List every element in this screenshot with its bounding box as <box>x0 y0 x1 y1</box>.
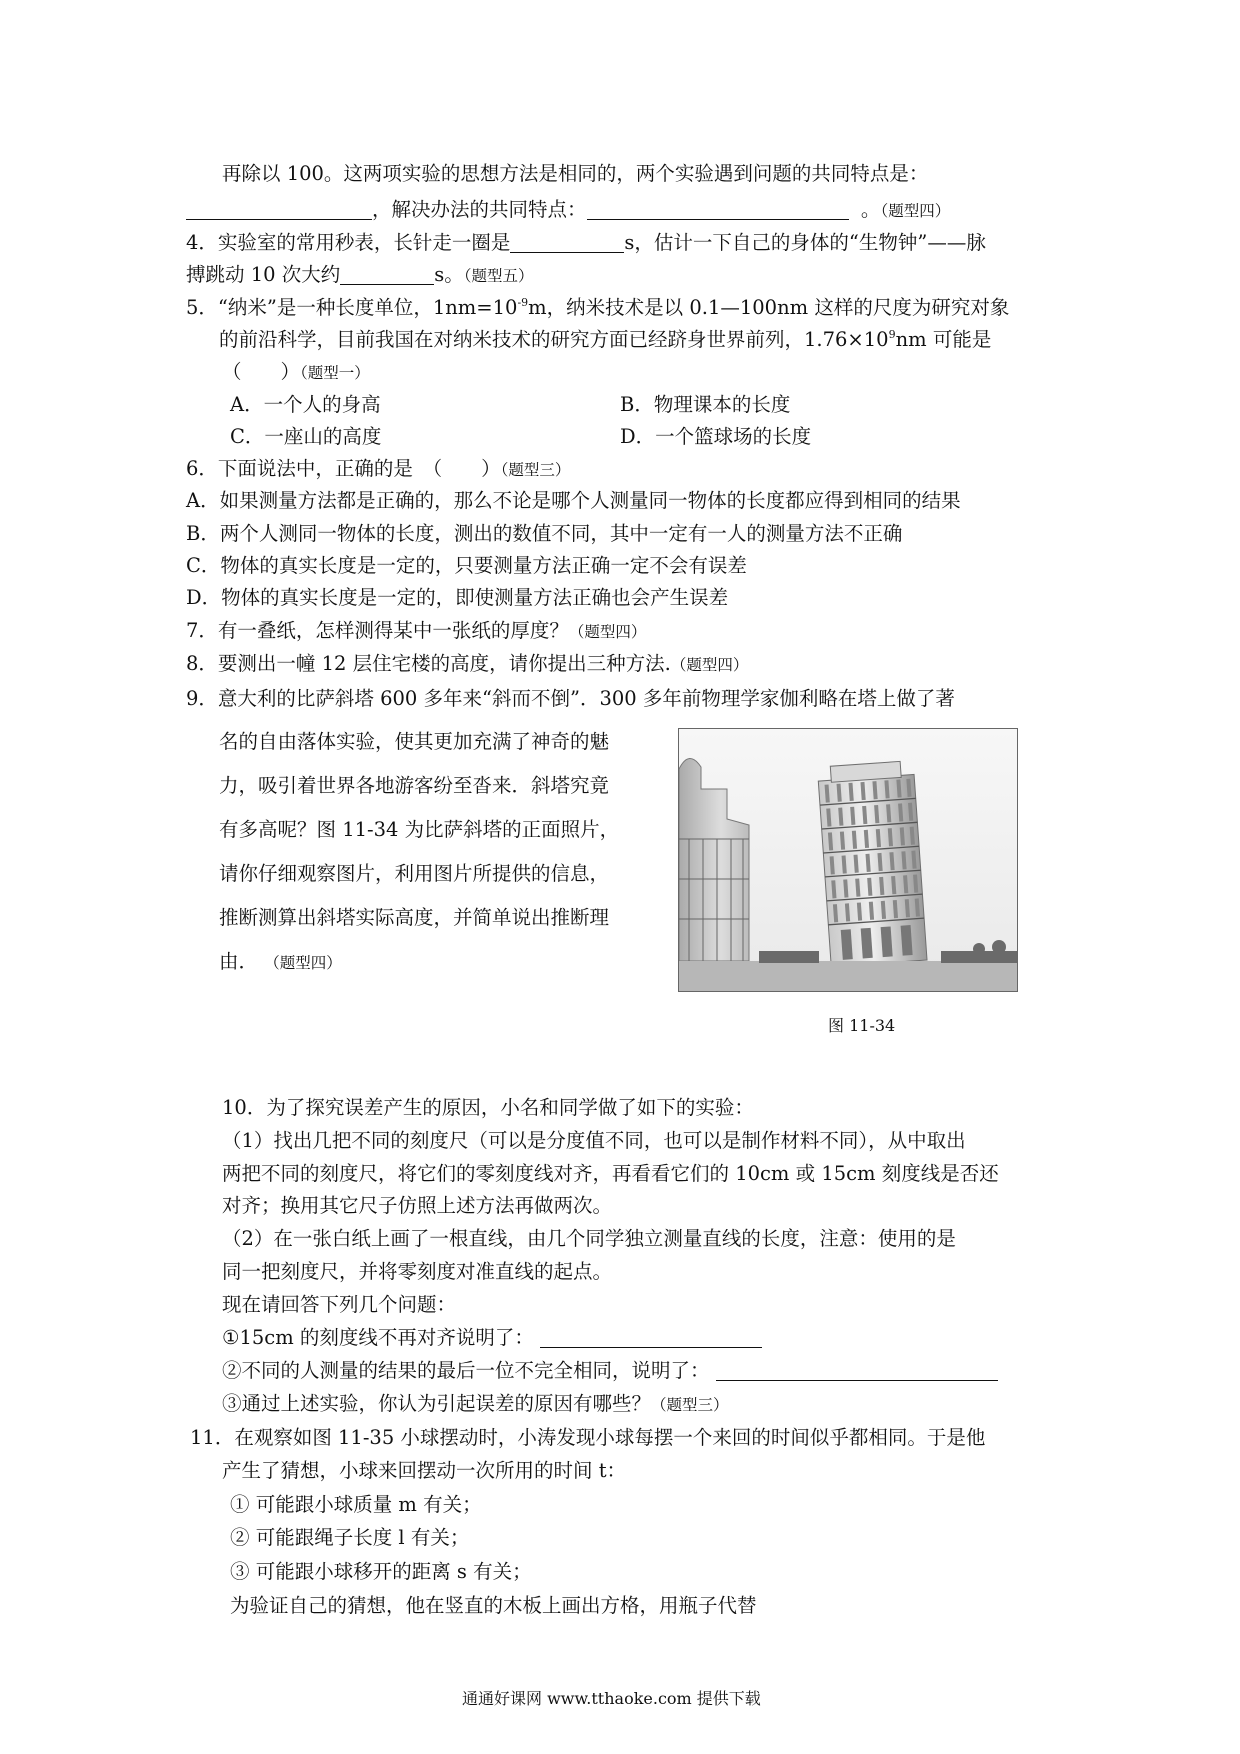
question-11-line: 为验证自己的猜想，他在竖直的木板上画出方格，用瓶子代替 <box>230 1594 757 1617</box>
question-6-line <box>186 453 570 486</box>
question-11-line: 产生了猜想，小球来回摆动一次所用的时间 t： <box>222 1459 627 1482</box>
option-b[interactable]: B．物理课本的长度 <box>620 393 791 416</box>
text-span: 4．实验室的常用秒表，长针走一圈是 <box>186 231 511 254</box>
text-span: ①15cm 的刻度线不再对齐说明了： <box>222 1326 534 1349</box>
question-type-tag: （题型三） <box>651 1396 729 1414</box>
question-10-line: （1）找出几把不同的刻度尺（可以是分度值不同，也可以是制作材料不同），从中取出 <box>222 1129 966 1152</box>
question-10-line: 两把不同的刻度尺，将它们的零刻度线对齐，再看看它们的 10cm 或 15cm 刻度线是否还 <box>222 1162 999 1185</box>
question-10-line: （2）在一张白纸上画了一根直线，由几个同学独立测量直线的长度，注意：使用的是 <box>222 1227 956 1250</box>
question-9-line <box>219 946 342 979</box>
question-11-line: ② 可能跟绳子长度 l 有关； <box>230 1526 470 1549</box>
question-type-tag: （题型四） <box>880 202 951 220</box>
question-4-line <box>186 259 534 292</box>
question-9-line: 力，吸引着世界各地游客纷至沓来．斜塔究竟 <box>219 774 610 797</box>
text-span: m，纳米技术是以 0.1—100nm 这样的尺度为研究对象 <box>528 296 1010 319</box>
question-11-line: 11．在观察如图 11-35 小球摆动时，小涛发现小球每摆一个来回的时间似乎都相同。于是他 <box>190 1426 986 1449</box>
option-a[interactable]: A．如果测量方法都是正确的，那么不论是哪个人测量同一物体的长度都应得到相同的结果 <box>186 489 961 512</box>
question-4-line <box>186 227 986 259</box>
question-10-line <box>222 1322 762 1354</box>
question-10-line: 对齐；换用其它尺子仿照上述方法再做两次。 <box>222 1194 613 1217</box>
question-10-line: 同一把刻度尺，并将零刻度对准直线的起点。 <box>222 1260 613 1283</box>
question-9-line: 名的自由落体实验，使其更加充满了神奇的魅 <box>219 730 610 753</box>
footer-text: 通通好课网 www.tthaoke.com 提供下载 <box>462 1689 761 1708</box>
text-span: 6．下面说法中，正确的是 （ ） <box>186 457 501 480</box>
question-10-line: 现在请回答下列几个问题： <box>222 1293 457 1316</box>
question-9-line: 9．意大利的比萨斜塔 600 多年来“斜而不倒”．300 多年前物理学家伽利略在塔上做了著 <box>186 687 955 710</box>
text-span: s，估计一下自己的身体的“生物钟”——脉 <box>624 231 986 254</box>
question-type-tag: （题型四） <box>568 623 647 641</box>
text-span: nm 可能是 <box>895 328 992 351</box>
text-span: ③通过上述实验，你认为引起误差的原因有哪些？ <box>222 1392 652 1415</box>
question-10-line <box>222 1388 729 1421</box>
text-span: 的前沿科学，目前我国在对纳米技术的研究方面已经跻身世界前列，1.76×10 <box>219 328 889 351</box>
question-type-tag: （题型四） <box>670 656 749 674</box>
question-type-tag: （题型四） <box>264 954 342 972</box>
option-b[interactable]: B．两个人测同一物体的长度，测出的数值不同，其中一定有一人的测量方法不正确 <box>186 522 903 545</box>
text-span: 8．要测出一幢 12 层住宅楼的高度，请你提出三种方法. <box>186 652 671 675</box>
text-span: 7．有一叠纸，怎样测得某中一张纸的厚度？ <box>186 619 569 642</box>
text-span: ，解决办法的共同特点： <box>372 198 587 221</box>
option-a[interactable]: A．一个人的身高 <box>230 393 381 416</box>
question-9-line: 有多高呢？图 11-34 为比萨斜塔的正面照片， <box>219 818 620 841</box>
question-5-line <box>186 292 1009 324</box>
leaning-tower-photo <box>678 728 1018 992</box>
answer-blank[interactable] <box>340 262 434 285</box>
question-11-line: ③ 可能跟小球移开的距离 s 有关； <box>230 1560 532 1583</box>
option-d[interactable]: D．一个篮球场的长度 <box>620 425 812 448</box>
option-c[interactable]: C．一座山的高度 <box>230 425 382 448</box>
option-c[interactable]: C．物体的真实长度是一定的，只要测量方法正确一定不会有误差 <box>186 554 747 577</box>
text-line: 再除以 100。这两项实验的思想方法是相同的，两个实验遇到问题的共同特点是： <box>222 162 929 185</box>
answer-blank[interactable] <box>716 1358 998 1381</box>
text-span: 搏跳动 10 次大约 <box>186 263 341 286</box>
question-9-line: 推断测算出斜塔实际高度，并简单说出推断理 <box>219 906 610 929</box>
text-span: 由． <box>219 950 259 973</box>
text-span: 5．“纳米”是一种长度单位，1nm=10 <box>186 296 518 319</box>
question-type-tag: （题型五） <box>463 267 534 285</box>
text-span: ②不同的人测量的结果的最后一位不完全相同，说明了： <box>222 1359 710 1382</box>
answer-blank[interactable] <box>587 197 849 220</box>
text-line <box>186 194 950 227</box>
answer-blank[interactable] <box>186 197 372 220</box>
question-11-line: ① 可能跟小球质量 m 有关； <box>230 1493 482 1516</box>
exponent: 9 <box>888 328 896 341</box>
question-9-line: 请你仔细观察图片，利用图片所提供的信息， <box>219 862 610 885</box>
question-5-line <box>219 324 991 356</box>
tower-illustration <box>679 729 1017 991</box>
question-5-line <box>222 356 370 389</box>
answer-blank[interactable] <box>540 1325 762 1348</box>
text-span: 。 <box>860 198 881 221</box>
text-span: s。 <box>434 263 464 286</box>
question-type-tag: （题型一） <box>300 364 370 382</box>
question-10-line: 10．为了探究误差产生的原因，小名和同学做了如下的实验： <box>222 1096 754 1119</box>
question-10-line <box>222 1355 998 1387</box>
question-7-line <box>186 615 646 648</box>
question-type-tag: （题型三） <box>500 461 571 479</box>
question-8-line <box>186 648 748 681</box>
figure-caption: 图 11-34 <box>828 1016 896 1035</box>
answer-blank[interactable] <box>510 230 624 253</box>
exponent: -9 <box>517 296 529 309</box>
answer-paren[interactable]: （ ） <box>222 360 301 383</box>
option-d[interactable]: D．物体的真实长度是一定的，即使测量方法正确也会产生误差 <box>186 586 729 609</box>
